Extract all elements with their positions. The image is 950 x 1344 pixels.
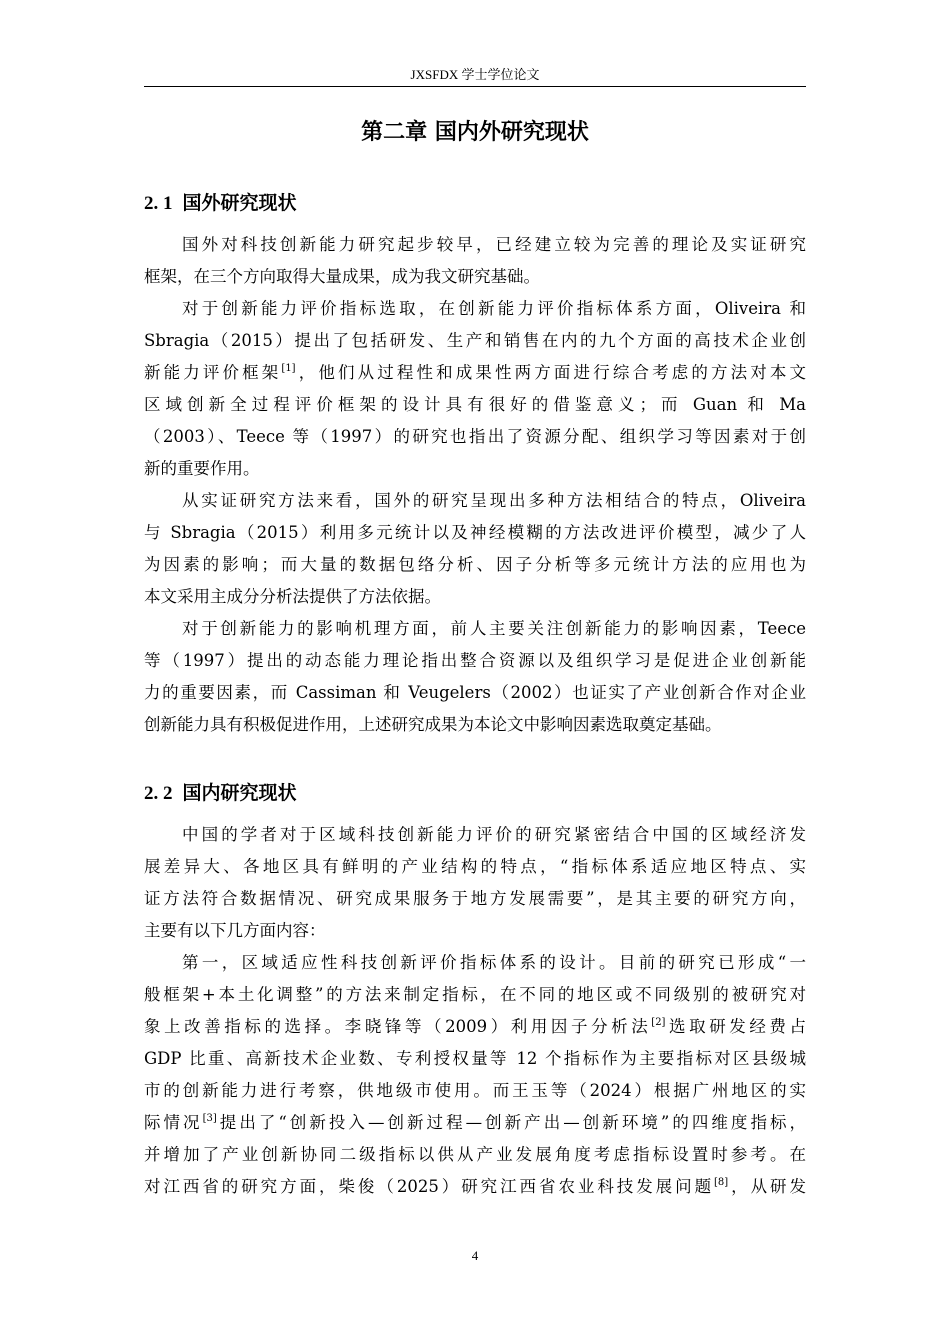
text-line: 对于创新能力评价指标选取，在创新能力评价指标体系方面，Oliveira 和 (182, 299, 806, 318)
section-number: 2. 2 (144, 783, 173, 804)
running-header: JXSFDX 学士学位论文 (410, 67, 540, 82)
text-segment: 提出了“创新投入—创新过程—创新产出—创新环境”的四维度指标， (216, 1113, 807, 1132)
paragraph-domestic-intro (144, 819, 806, 947)
chapter-title: 第二章 国内外研究现状 (361, 120, 589, 145)
text-line: 力的重要因素，而 Cassiman 和 Veugelers（2002）也证实了产业创新合作对企业 (144, 683, 806, 702)
paragraph-evaluation-indicators (144, 293, 806, 485)
text-line: 从实证研究方法来看，国外的研究呈现出多种方法相结合的特点，Oliveira (182, 491, 806, 510)
text-line: Sbragia（2015）提出了包括研发、生产和销售在内的九个方面的高技术企业创 (144, 331, 806, 350)
text-segment: 象上改善指标的选择。李晓锋等（2009）利用因子分析法 (144, 1017, 652, 1036)
text-segment: ，他们从过程性和成果性两方面进行综合考虑的方法对本文 (295, 363, 807, 382)
text-segment: ，从研发 (728, 1177, 806, 1196)
section-heading-2-1 (144, 190, 297, 217)
section-title-text: 国内研究现状 (182, 782, 297, 804)
text-line: （2003）、Teece 等（1997）的研究也指出了资源分配、组织学习等因素对于创 (144, 427, 806, 446)
text-line: 与 Sbragia（2015）利用多元统计以及神经模糊的方法改进评价模型，减少了人 (144, 523, 806, 542)
text-line: 新的重要作用。 (144, 459, 260, 478)
paragraph-foreign-intro (144, 229, 806, 293)
text-line: 并增加了产业创新协同二级指标以供从产业发展角度考虑指标设置时参考。在 (144, 1145, 806, 1164)
text-segment: 对江西省的研究方面，柴俊（2025）研究江西省农业科技发展问题 (144, 1177, 715, 1196)
text-line: 创新能力具有积极促进作用，上述研究成果为本论文中影响因素选取奠定基础。 (144, 715, 722, 734)
section-heading-2-2 (144, 780, 297, 807)
text-segment: 际情况 (144, 1113, 203, 1132)
citation-ref: [8] (714, 1177, 729, 1188)
text-line (144, 357, 806, 389)
text-line: 为因素的影响；而大量的数据包络分析、因子分析等多元统计方法的应用也为 (144, 555, 806, 574)
text-line: 主要有以下几方面内容： (144, 921, 326, 940)
text-line: 对于创新能力的影响机理方面，前人主要关注创新能力的影响因素，Teece (182, 619, 806, 638)
section-title-text: 国外研究现状 (182, 192, 297, 214)
paragraph-influence-mechanism (144, 613, 806, 741)
text-line: 中国的学者对于区域科技创新能力评价的研究紧密结合中国的区域经济发 (182, 825, 806, 844)
text-line: 般框架+本土化调整”的方法来制定指标，在不同的地区或不同级别的被研究对 (144, 985, 806, 1004)
page-number: 4 (471, 1248, 479, 1263)
text-line (144, 1107, 806, 1139)
text-line (144, 1171, 806, 1203)
text-line: 证方法符合数据情况、研究成果服务于地方发展需要”，是其主要的研究方向， (144, 889, 806, 908)
text-line: GDP 比重、高新技术企业数、专利授权量等 12 个指标作为主要指标对区县级城 (144, 1049, 806, 1068)
text-line: 国外对科技创新能力研究起步较早，已经建立较为完善的理论及实证研究 (182, 235, 806, 254)
text-line: 等（1997）提出的动态能力理论指出整合资源以及组织学习是促进企业创新能 (144, 651, 806, 670)
text-line (144, 1011, 806, 1043)
section-number: 2. 1 (144, 193, 173, 214)
citation-ref: [2] (651, 1017, 666, 1028)
text-line: 框架，在三个方向取得大量成果，成为我文研究基础。 (144, 267, 540, 286)
text-segment: 新能力评价框架 (144, 363, 282, 382)
paragraph-regional-indicators (144, 947, 806, 1203)
text-segment: 选取研发经费占 (665, 1017, 806, 1036)
text-line: 市的创新能力进行考察，供地级市使用。而王玉等（2024）根据广州地区的实 (144, 1081, 806, 1100)
header-rule (144, 86, 806, 87)
paragraph-empirical-methods (144, 485, 806, 613)
text-line: 本文采用主成分分析法提供了方法依据。 (144, 587, 441, 606)
text-line: 展差异大、各地区具有鲜明的产业结构的特点，“指标体系适应地区特点、实 (144, 857, 806, 876)
text-line: 第一，区域适应性科技创新评价指标体系的设计。目前的研究已形成“一 (182, 953, 806, 972)
citation-ref: [1] (281, 363, 296, 374)
text-line: 区域创新全过程评价框架的设计具有很好的借鉴意义；而 Guan 和 Ma (144, 395, 806, 414)
citation-ref: [3] (202, 1113, 217, 1124)
